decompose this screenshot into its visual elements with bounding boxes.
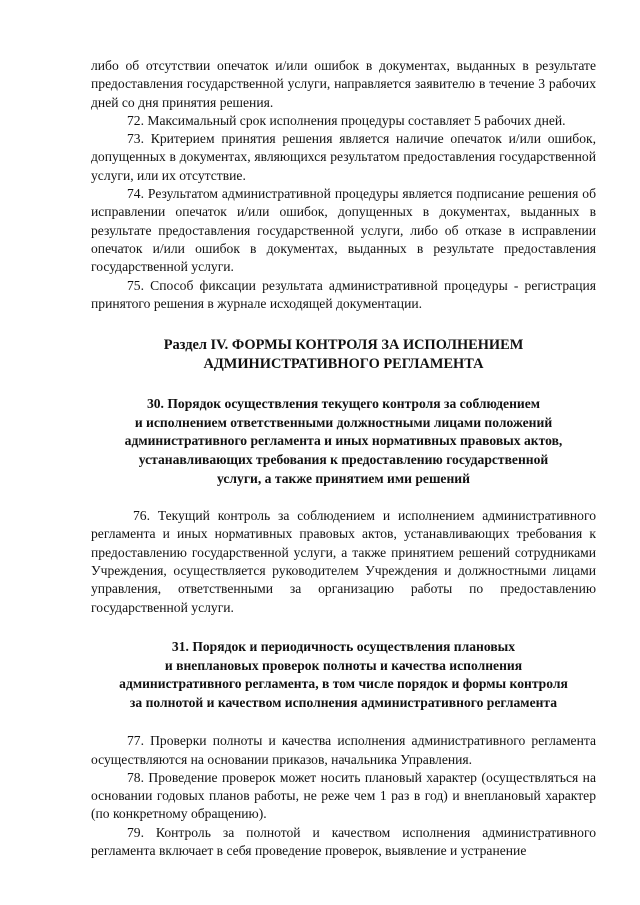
heading-line: и внеплановых проверок полноты и качества исполнения: [164, 657, 523, 673]
section-heading-line: АДМИНИСТРАТИВНОГО РЕГЛАМЕНТА: [203, 356, 484, 373]
paragraph-77: 77. Проверки полноты и качества исполнения административного регламента осуществляются на основании приказов, начальника Управления.: [91, 733, 596, 767]
paragraph-72: 72. Максимальный срок исполнения процедуры составляет 5 рабочих дней.: [127, 112, 566, 128]
heading-line: услуги, а также принятием ими решений: [217, 470, 470, 486]
paragraph-73: 73. Критерием принятия решения является наличие опечаток и/или ошибок, допущенных в документах, являющихся результатом предоставления государственной услуги, или их отсутствие.: [91, 131, 596, 183]
section-heading-line: Раздел IV. ФОРМЫ КОНТРОЛЯ ЗА ИСПОЛНЕНИЕМ: [163, 337, 524, 354]
document-page: [91, 57, 596, 860]
paragraph-75: 75. Способ фиксации результата административной процедуры - регистрация принятого решения в журнале исходящей документации.: [91, 277, 596, 311]
paragraph-continuation: либо об отсутствии опечаток и/или ошибок в документах, выданных в результате предоставления государственной услуги, направляется заявителю в течение 3 рабочих дней со дня принятия решения.: [91, 58, 596, 110]
paragraph-79: 79. Контроль за полнотой и качеством исполнения административного регламента включает в себя проведение проверок, выявление и устранение: [91, 824, 596, 859]
paragraph-78: 78. Проведение проверок может носить плановый характер (осуществляться на основании годовых планов работы, не реже чем 1 раз в год) и внеплановый характер (по конкретному обращению).: [91, 769, 596, 822]
heading-line: 31. Порядок и периодичность осуществления плановых: [171, 638, 516, 654]
heading-line: 30. Порядок осуществления текущего контроля за соблюдением: [146, 396, 541, 412]
heading-line: устанавливающих требования к предоставлению государственной: [138, 451, 549, 467]
heading-line: административного регламента, в том числе порядок и формы контроля: [119, 676, 568, 692]
section-heading: [91, 336, 596, 374]
subsection-31-heading: [91, 638, 596, 712]
heading-line: административного регламента и иных нормативных правовых актов,: [124, 433, 563, 449]
paragraph-76: 76. Текущий контроль за соблюдением и исполнением административного регламента и иных нормативных правовых актов, устанавливающих требования к предоставлению государственной услуги, а также принятием решений сотрудниками Учреждения, осуществляется руководителем Учреждения и должностными лицами управления, ответственными за организацию работы по предоставлению государственной услуги.: [91, 508, 596, 615]
heading-line: и исполнением ответственными должностными лицами положений: [134, 414, 553, 430]
paragraph-74: 74. Результатом административной процедуры является подписание решения об исправлении опечаток и/или ошибок, допущенных в документах, выданных в результате предоставления государственной услуги, либо об отказе в исправлении опечаток и/или ошибок в документах, выданных в результате предоставления государственной услуги.: [91, 186, 596, 275]
subsection-30-heading: [91, 395, 596, 488]
heading-line: за полнотой и качеством исполнения административного регламента: [129, 694, 558, 710]
